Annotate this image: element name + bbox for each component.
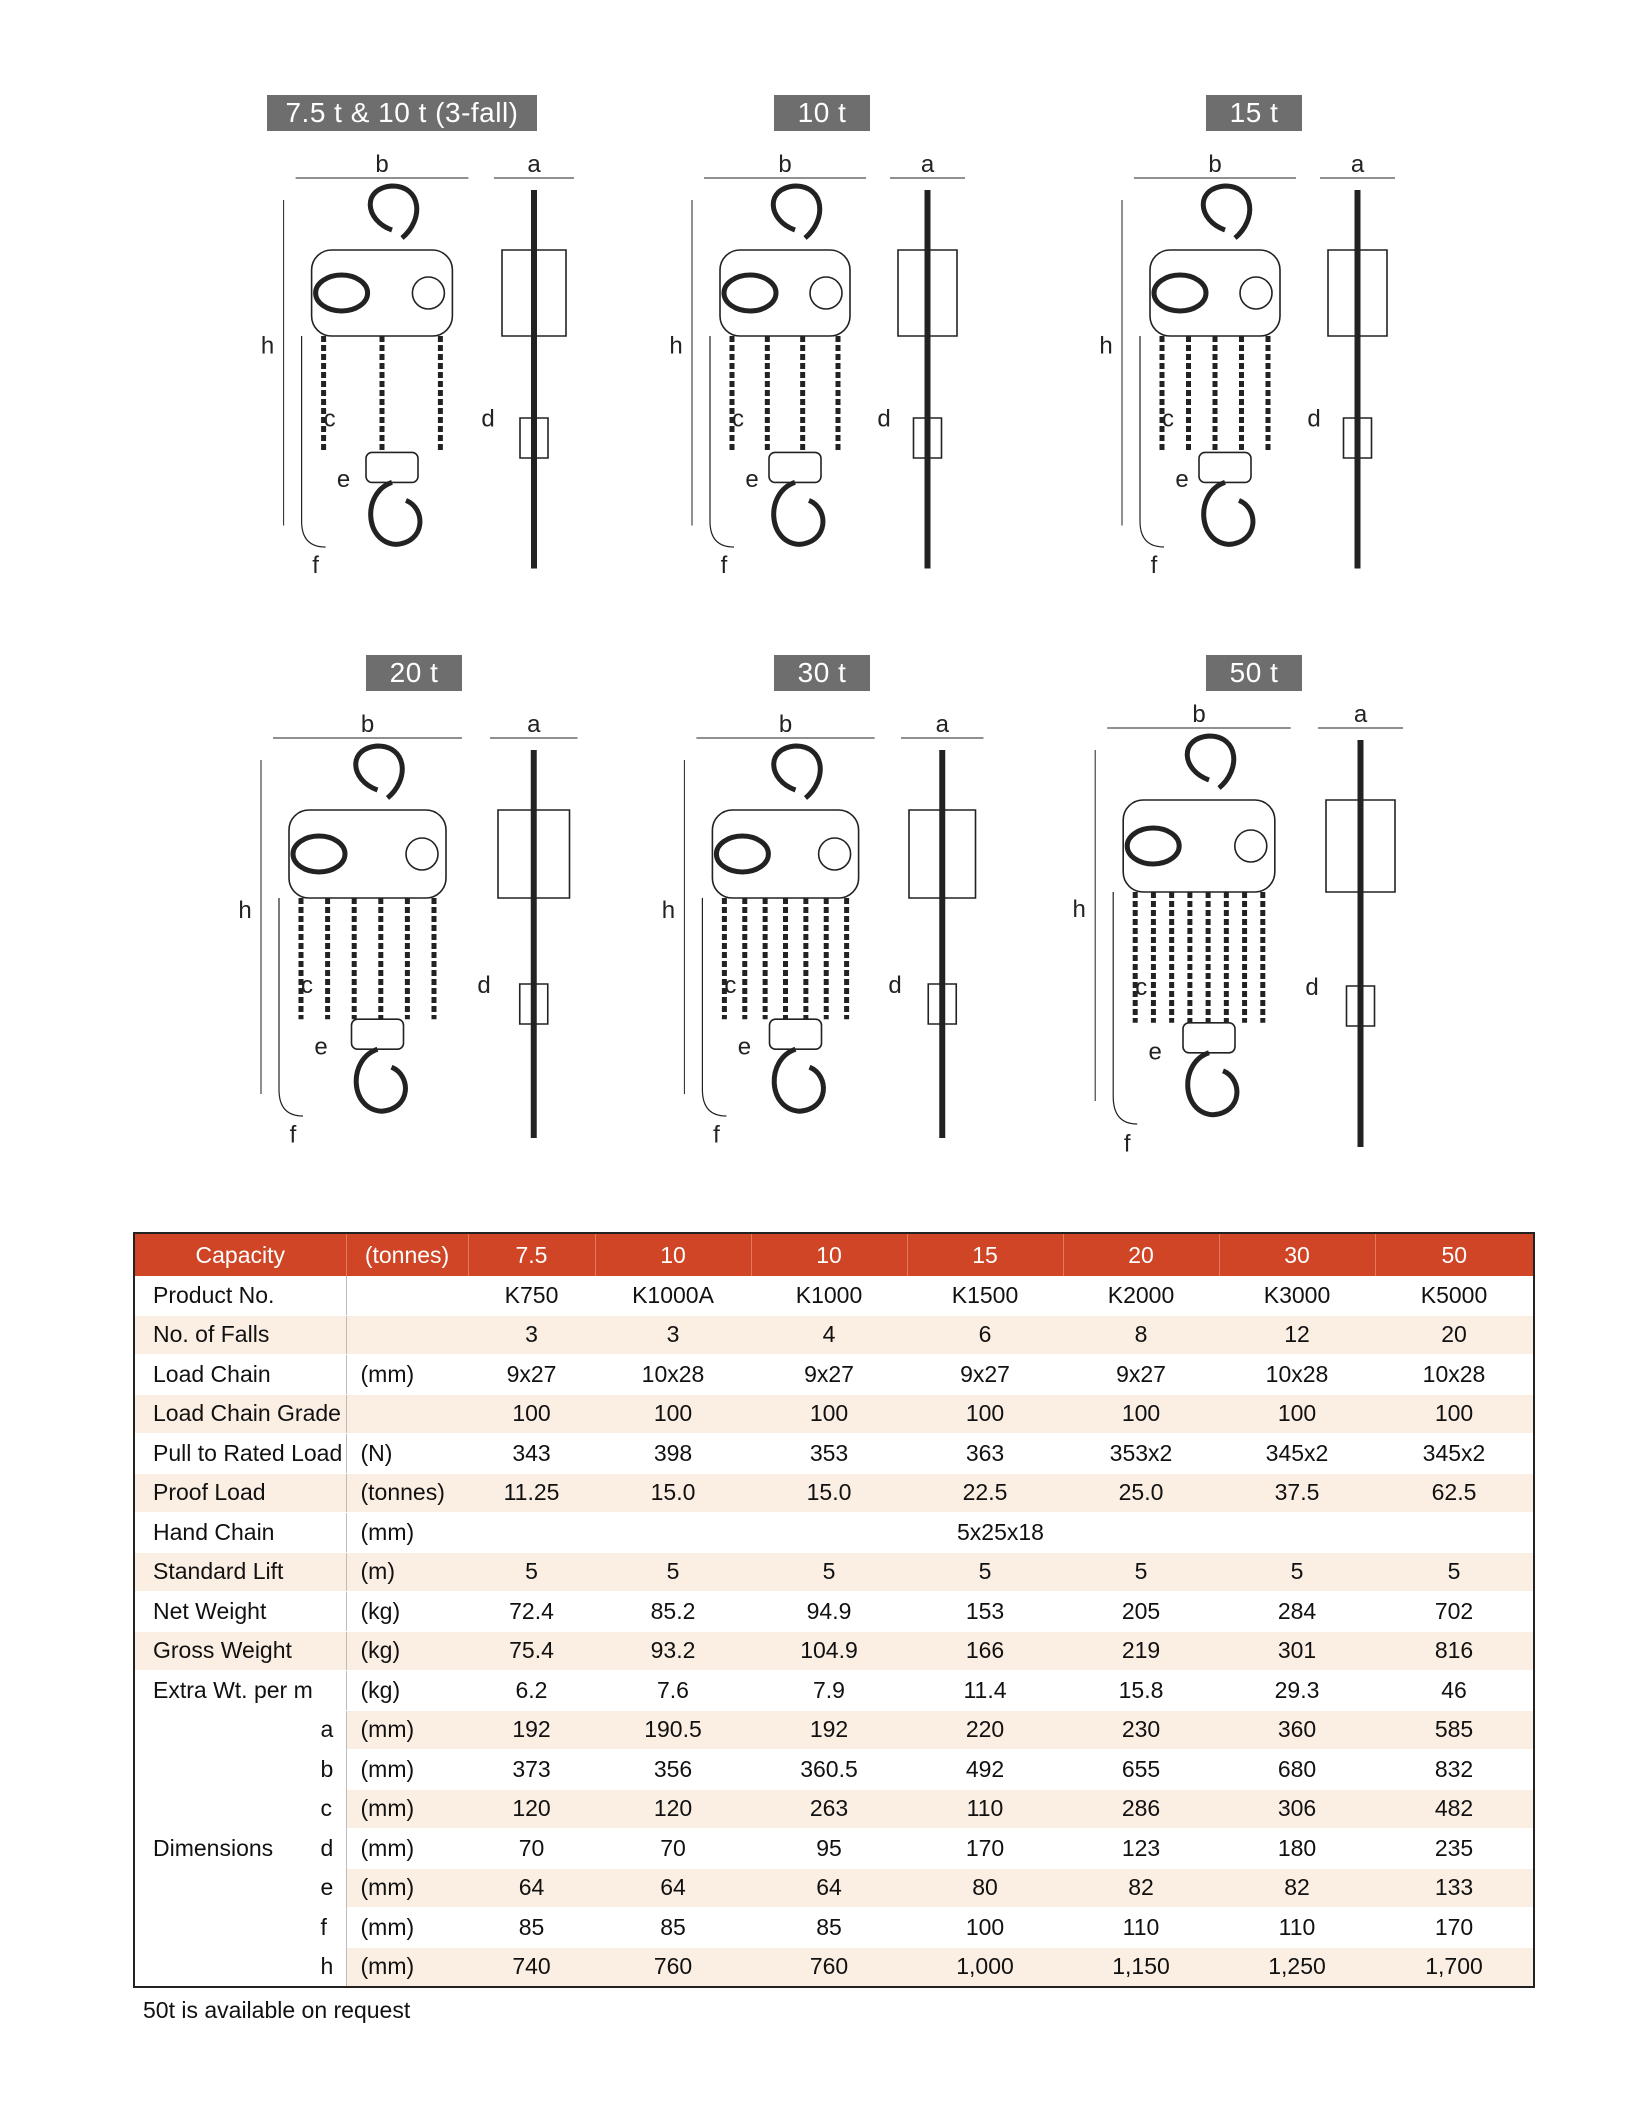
table-cell: 360.5 bbox=[751, 1750, 907, 1790]
row-label: Load Chain bbox=[134, 1355, 346, 1395]
row-label: Extra Wt. per m bbox=[134, 1671, 346, 1711]
row-unit: (mm) bbox=[346, 1355, 468, 1395]
dimension-unit: (mm) bbox=[360, 1795, 415, 1822]
dim-label-a: a bbox=[527, 711, 541, 738]
table-cell: 85 bbox=[751, 1908, 907, 1948]
table-cell: 3 bbox=[468, 1315, 595, 1355]
table-cell: 20 bbox=[1375, 1315, 1534, 1355]
table-cell: K1000A bbox=[595, 1276, 751, 1315]
hoist-drawing bbox=[669, 151, 980, 590]
hoist-body bbox=[720, 250, 850, 336]
dim-label-f: f bbox=[713, 1121, 720, 1149]
dim-label-d: d bbox=[1305, 974, 1319, 1002]
table-cell: 5 bbox=[1219, 1552, 1375, 1592]
table-row bbox=[134, 1631, 1534, 1671]
dim-label-h: h bbox=[260, 332, 275, 360]
table-cell: 760 bbox=[595, 1947, 751, 1987]
table-cell: 353 bbox=[751, 1434, 907, 1474]
table-cell: 95 bbox=[751, 1829, 907, 1869]
table-cell: 82 bbox=[1219, 1868, 1375, 1908]
table-cell: 62.5 bbox=[1375, 1473, 1534, 1513]
table-cell: 11.25 bbox=[468, 1473, 595, 1513]
top-hook bbox=[1203, 186, 1250, 238]
dim-label-f: f bbox=[720, 551, 728, 579]
dim-label-e: e bbox=[314, 1033, 328, 1061]
spec-table bbox=[133, 1232, 1535, 1988]
table-cell: 100 bbox=[1063, 1394, 1219, 1434]
table-row bbox=[134, 1710, 1534, 1750]
table-cell: 5 bbox=[907, 1552, 1063, 1592]
dim-label-a: a bbox=[920, 151, 935, 178]
table-cell: 192 bbox=[468, 1710, 595, 1750]
bottom-block bbox=[352, 1019, 404, 1049]
dimensions-label: Dimensions bbox=[134, 1710, 346, 1987]
table-cell: 80 bbox=[907, 1868, 1063, 1908]
dimension-unit: (mm) bbox=[360, 1834, 415, 1861]
dim-label-b: b bbox=[778, 151, 792, 178]
dim-label-f: f bbox=[1150, 551, 1158, 579]
figure-label: 10 t bbox=[774, 95, 870, 131]
column-header: 50 bbox=[1375, 1233, 1534, 1276]
table-cell: 301 bbox=[1219, 1631, 1375, 1671]
hand-wheel bbox=[316, 275, 368, 311]
table-cell: 70 bbox=[595, 1829, 751, 1869]
table-cell: 64 bbox=[595, 1868, 751, 1908]
column-header: 7.5 bbox=[468, 1233, 595, 1276]
top-hook bbox=[774, 746, 821, 798]
dim-label-f: f bbox=[289, 1121, 297, 1149]
table-cell: 7.9 bbox=[751, 1671, 907, 1711]
row-unit: (mm) bbox=[346, 1513, 468, 1553]
hoist-body bbox=[1123, 800, 1275, 892]
table-cell: 356 bbox=[595, 1750, 751, 1790]
table-cell: 353x2 bbox=[1063, 1434, 1219, 1474]
table-cell: 64 bbox=[751, 1868, 907, 1908]
dimension-key-unit bbox=[346, 1710, 468, 1750]
hand-wheel bbox=[293, 836, 345, 872]
table-cell: 85 bbox=[595, 1908, 751, 1948]
figure-label: 30 t bbox=[774, 655, 870, 691]
column-header: 15 bbox=[907, 1233, 1063, 1276]
table-cell: 110 bbox=[1219, 1908, 1375, 1948]
table-cell: 345x2 bbox=[1375, 1434, 1534, 1474]
row-unit bbox=[346, 1394, 468, 1434]
table-cell: 6 bbox=[907, 1315, 1063, 1355]
table-cell: 100 bbox=[468, 1394, 595, 1434]
top-hook bbox=[356, 746, 403, 798]
table-cell: 123 bbox=[1063, 1829, 1219, 1869]
availability-note: 50t is available on request bbox=[143, 1997, 411, 2023]
table-cell: 832 bbox=[1375, 1750, 1534, 1790]
hoist-drawing bbox=[661, 711, 1000, 1160]
table-cell: 10x28 bbox=[1375, 1355, 1534, 1395]
table-cell: 15.0 bbox=[595, 1473, 751, 1513]
gear-cover bbox=[1235, 830, 1267, 862]
gear-cover bbox=[1240, 277, 1272, 309]
hand-wheel bbox=[716, 836, 768, 872]
dim-label-a: a bbox=[1350, 151, 1365, 178]
table-cell: 3 bbox=[595, 1315, 751, 1355]
table-cell: 70 bbox=[468, 1829, 595, 1869]
hoist-body bbox=[712, 810, 858, 898]
dim-label-b: b bbox=[778, 711, 793, 738]
table-cell: 4 bbox=[751, 1315, 907, 1355]
table-cell: K3000 bbox=[1219, 1276, 1375, 1315]
table-row bbox=[134, 1592, 1534, 1632]
table-row bbox=[134, 1552, 1534, 1592]
table-row bbox=[134, 1434, 1534, 1474]
table-cell: 9x27 bbox=[907, 1355, 1063, 1395]
dim-label-b: b bbox=[1192, 701, 1206, 728]
table-row bbox=[134, 1315, 1534, 1355]
table-cell: 100 bbox=[907, 1908, 1063, 1948]
gear-cover bbox=[819, 838, 851, 870]
table-cell: 680 bbox=[1219, 1750, 1375, 1790]
table-cell: 85.2 bbox=[595, 1592, 751, 1632]
table-cell: 93.2 bbox=[595, 1631, 751, 1671]
table-cell: 360 bbox=[1219, 1710, 1375, 1750]
bottom-block bbox=[366, 452, 418, 482]
table-cell: 12 bbox=[1219, 1315, 1375, 1355]
dimension-key-unit bbox=[346, 1947, 468, 1987]
dimension-key-unit bbox=[346, 1868, 468, 1908]
row-unit: (tonnes) bbox=[346, 1473, 468, 1513]
table-cell: 153 bbox=[907, 1592, 1063, 1632]
hoist-drawing bbox=[1072, 701, 1420, 1170]
row-label: Pull to Rated Load bbox=[134, 1434, 346, 1474]
row-unit: (N) bbox=[346, 1434, 468, 1474]
dim-label-e: e bbox=[336, 465, 351, 493]
dim-label-a: a bbox=[935, 711, 949, 738]
table-cell: 482 bbox=[1375, 1789, 1534, 1829]
dimension-unit: (mm) bbox=[360, 1874, 415, 1901]
hand-chain bbox=[1113, 892, 1137, 1124]
row-label: No. of Falls bbox=[134, 1315, 346, 1355]
table-cell: 15.0 bbox=[751, 1473, 907, 1513]
dim-label-c: c bbox=[323, 405, 336, 433]
table-cell: 343 bbox=[468, 1434, 595, 1474]
table-cell: 15.8 bbox=[1063, 1671, 1219, 1711]
column-header: 10 bbox=[751, 1233, 907, 1276]
table-cell: 85 bbox=[468, 1908, 595, 1948]
column-header: (tonnes) bbox=[346, 1233, 468, 1276]
table-cell: 170 bbox=[1375, 1908, 1534, 1948]
figure-label: 7.5 t & 10 t (3-fall) bbox=[267, 95, 537, 131]
table-cell: 29.3 bbox=[1219, 1671, 1375, 1711]
table-cell: 180 bbox=[1219, 1829, 1375, 1869]
table-cell: 363 bbox=[907, 1434, 1063, 1474]
dim-label-c: c bbox=[301, 971, 313, 999]
table-cell: 702 bbox=[1375, 1592, 1534, 1632]
dimension-unit: (mm) bbox=[360, 1913, 415, 1940]
figure-label: 50 t bbox=[1206, 655, 1302, 691]
table-cell: 10x28 bbox=[595, 1355, 751, 1395]
table-cell: 104.9 bbox=[751, 1631, 907, 1671]
column-header: 10 bbox=[595, 1233, 751, 1276]
hand-wheel bbox=[1154, 275, 1206, 311]
table-cell: 263 bbox=[751, 1789, 907, 1829]
top-hook bbox=[773, 186, 820, 238]
row-unit: (kg) bbox=[346, 1671, 468, 1711]
table-cell: 5 bbox=[595, 1552, 751, 1592]
gear-cover bbox=[810, 277, 842, 309]
table-cell: 10x28 bbox=[1219, 1355, 1375, 1395]
dim-label-d: d bbox=[888, 971, 902, 999]
table-cell: 192 bbox=[751, 1710, 907, 1750]
table-cell: 760 bbox=[751, 1947, 907, 1987]
table-cell: 492 bbox=[907, 1750, 1063, 1790]
column-header: Capacity bbox=[134, 1233, 346, 1276]
table-cell: 398 bbox=[595, 1434, 751, 1474]
table-cell: 230 bbox=[1063, 1710, 1219, 1750]
table-cell: 345x2 bbox=[1219, 1434, 1375, 1474]
table-cell: K2000 bbox=[1063, 1276, 1219, 1315]
hand-wheel bbox=[724, 275, 776, 311]
dim-label-e: e bbox=[737, 1033, 752, 1061]
table-cell: 37.5 bbox=[1219, 1473, 1375, 1513]
table-cell: 7.6 bbox=[595, 1671, 751, 1711]
dim-label-h: h bbox=[669, 332, 683, 360]
dim-label-h: h bbox=[1072, 896, 1086, 923]
table-cell: 1,000 bbox=[907, 1947, 1063, 1987]
dimension-key-unit bbox=[346, 1789, 468, 1829]
row-label: Gross Weight bbox=[134, 1631, 346, 1671]
column-header: 20 bbox=[1063, 1233, 1219, 1276]
table-cell: 373 bbox=[468, 1750, 595, 1790]
table-cell: 235 bbox=[1375, 1829, 1534, 1869]
table-cell: 8 bbox=[1063, 1315, 1219, 1355]
dim-label-h: h bbox=[661, 897, 676, 924]
dimension-key-unit bbox=[346, 1750, 468, 1790]
table-cell: 655 bbox=[1063, 1750, 1219, 1790]
dim-label-h: h bbox=[1099, 332, 1113, 360]
hoist-drawing bbox=[1099, 151, 1410, 590]
table-cell: 9x27 bbox=[1063, 1355, 1219, 1395]
table-cell: 306 bbox=[1219, 1789, 1375, 1829]
row-unit: (m) bbox=[346, 1552, 468, 1592]
row-label: Net Weight bbox=[134, 1592, 346, 1632]
table-cell: 286 bbox=[1063, 1789, 1219, 1829]
table-cell: K750 bbox=[468, 1276, 595, 1315]
table-cell: K1500 bbox=[907, 1276, 1063, 1315]
table-cell: 133 bbox=[1375, 1868, 1534, 1908]
table-cell: 100 bbox=[1219, 1394, 1375, 1434]
dim-label-d: d bbox=[1307, 405, 1321, 433]
dimension-unit: (mm) bbox=[360, 1716, 415, 1743]
top-hook bbox=[370, 186, 417, 238]
table-cell: 100 bbox=[595, 1394, 751, 1434]
row-unit bbox=[346, 1315, 468, 1355]
table-row bbox=[134, 1394, 1534, 1434]
row-label: Product No. bbox=[134, 1276, 346, 1315]
dimension-key-unit bbox=[346, 1908, 468, 1948]
table-cell: 740 bbox=[468, 1947, 595, 1987]
table-cell: 1,250 bbox=[1219, 1947, 1375, 1987]
table-cell: 5 bbox=[1375, 1552, 1534, 1592]
table-cell: 110 bbox=[1063, 1908, 1219, 1948]
table-cell: 11.4 bbox=[907, 1671, 1063, 1711]
table-cell: 219 bbox=[1063, 1631, 1219, 1671]
table-cell: 205 bbox=[1063, 1592, 1219, 1632]
table-cell: 72.4 bbox=[468, 1592, 595, 1632]
row-label: Proof Load bbox=[134, 1473, 346, 1513]
bottom-hook bbox=[356, 1049, 405, 1111]
bottom-block bbox=[1199, 452, 1251, 482]
dim-label-c: c bbox=[732, 405, 744, 433]
dim-label-b: b bbox=[375, 151, 389, 178]
table-cell: 46 bbox=[1375, 1671, 1534, 1711]
hoist-body bbox=[289, 810, 446, 898]
bottom-hook bbox=[774, 1049, 823, 1111]
table-cell: 82 bbox=[1063, 1868, 1219, 1908]
table-cell: 120 bbox=[595, 1789, 751, 1829]
bottom-hook bbox=[1188, 1053, 1237, 1115]
table-row bbox=[134, 1671, 1534, 1711]
dim-label-d: d bbox=[481, 405, 495, 433]
row-unit: (kg) bbox=[346, 1592, 468, 1632]
dimension-unit: (mm) bbox=[360, 1755, 415, 1782]
table-cell: 816 bbox=[1375, 1631, 1534, 1671]
bottom-block bbox=[769, 452, 821, 482]
row-label: Load Chain Grade bbox=[134, 1394, 346, 1434]
dim-label-d: d bbox=[877, 405, 891, 433]
hoist-drawing bbox=[238, 711, 595, 1160]
dim-label-c: c bbox=[1162, 405, 1174, 433]
bottom-block bbox=[1183, 1023, 1235, 1053]
table-cell: K1000 bbox=[751, 1276, 907, 1315]
figure-label: 20 t bbox=[366, 655, 462, 691]
table-cell: 1,150 bbox=[1063, 1947, 1219, 1987]
top-hook bbox=[1187, 736, 1234, 788]
table-row bbox=[134, 1473, 1534, 1513]
row-unit: (kg) bbox=[346, 1631, 468, 1671]
gear-cover bbox=[412, 277, 444, 309]
table-cell: 5x25x18 bbox=[468, 1513, 1534, 1553]
table-cell: 220 bbox=[907, 1710, 1063, 1750]
dimension-unit: (mm) bbox=[360, 1953, 415, 1980]
bottom-hook bbox=[371, 482, 420, 544]
table-cell: 5 bbox=[751, 1552, 907, 1592]
table-cell: 284 bbox=[1219, 1592, 1375, 1632]
table-cell: 170 bbox=[907, 1829, 1063, 1869]
table-cell: 64 bbox=[468, 1868, 595, 1908]
table-cell: 100 bbox=[907, 1394, 1063, 1434]
table-cell: 190.5 bbox=[595, 1710, 751, 1750]
figure-label: 15 t bbox=[1206, 95, 1302, 131]
table-cell: 9x27 bbox=[751, 1355, 907, 1395]
dim-label-e: e bbox=[1175, 465, 1189, 493]
row-label: Hand Chain bbox=[134, 1513, 346, 1553]
table-cell: 75.4 bbox=[468, 1631, 595, 1671]
dim-label-e: e bbox=[1148, 1038, 1162, 1066]
hoist-body bbox=[312, 250, 453, 336]
dim-label-a: a bbox=[527, 151, 541, 178]
dim-label-b: b bbox=[1208, 151, 1222, 178]
dim-label-f: f bbox=[1123, 1130, 1131, 1158]
table-header-row bbox=[134, 1233, 1534, 1276]
dimension-key-unit bbox=[346, 1829, 468, 1869]
table-cell: 5 bbox=[468, 1552, 595, 1592]
dim-label-c: c bbox=[1135, 974, 1148, 1002]
dim-label-b: b bbox=[360, 711, 375, 738]
hoist-drawing bbox=[260, 151, 590, 590]
dim-label-e: e bbox=[745, 465, 759, 493]
table-cell: 585 bbox=[1375, 1710, 1534, 1750]
dim-label-h: h bbox=[238, 897, 252, 924]
table-cell: 100 bbox=[751, 1394, 907, 1434]
table-row bbox=[134, 1513, 1534, 1553]
table-cell: 1,700 bbox=[1375, 1947, 1534, 1987]
table-cell: 22.5 bbox=[907, 1473, 1063, 1513]
hand-wheel bbox=[1127, 828, 1179, 864]
table-cell: 120 bbox=[468, 1789, 595, 1829]
dim-label-f: f bbox=[312, 551, 319, 579]
table-cell: 9x27 bbox=[468, 1355, 595, 1395]
dim-label-d: d bbox=[477, 971, 491, 999]
bottom-block bbox=[770, 1019, 822, 1049]
hoist-body bbox=[1150, 250, 1280, 336]
table-cell: 6.2 bbox=[468, 1671, 595, 1711]
table-row bbox=[134, 1276, 1534, 1315]
bottom-hook bbox=[774, 482, 823, 544]
table-cell: 94.9 bbox=[751, 1592, 907, 1632]
bottom-hook bbox=[1204, 482, 1253, 544]
table-cell: 5 bbox=[1063, 1552, 1219, 1592]
table-cell: 100 bbox=[1375, 1394, 1534, 1434]
table-row bbox=[134, 1355, 1534, 1395]
table-cell: 25.0 bbox=[1063, 1473, 1219, 1513]
table-cell: K5000 bbox=[1375, 1276, 1534, 1315]
table-cell: 166 bbox=[907, 1631, 1063, 1671]
row-unit bbox=[346, 1276, 468, 1315]
column-header: 30 bbox=[1219, 1233, 1375, 1276]
table-cell: 110 bbox=[907, 1789, 1063, 1829]
gear-cover bbox=[406, 838, 438, 870]
dim-label-a: a bbox=[1353, 701, 1368, 728]
row-label: Standard Lift bbox=[134, 1552, 346, 1592]
dim-label-c: c bbox=[724, 971, 737, 999]
